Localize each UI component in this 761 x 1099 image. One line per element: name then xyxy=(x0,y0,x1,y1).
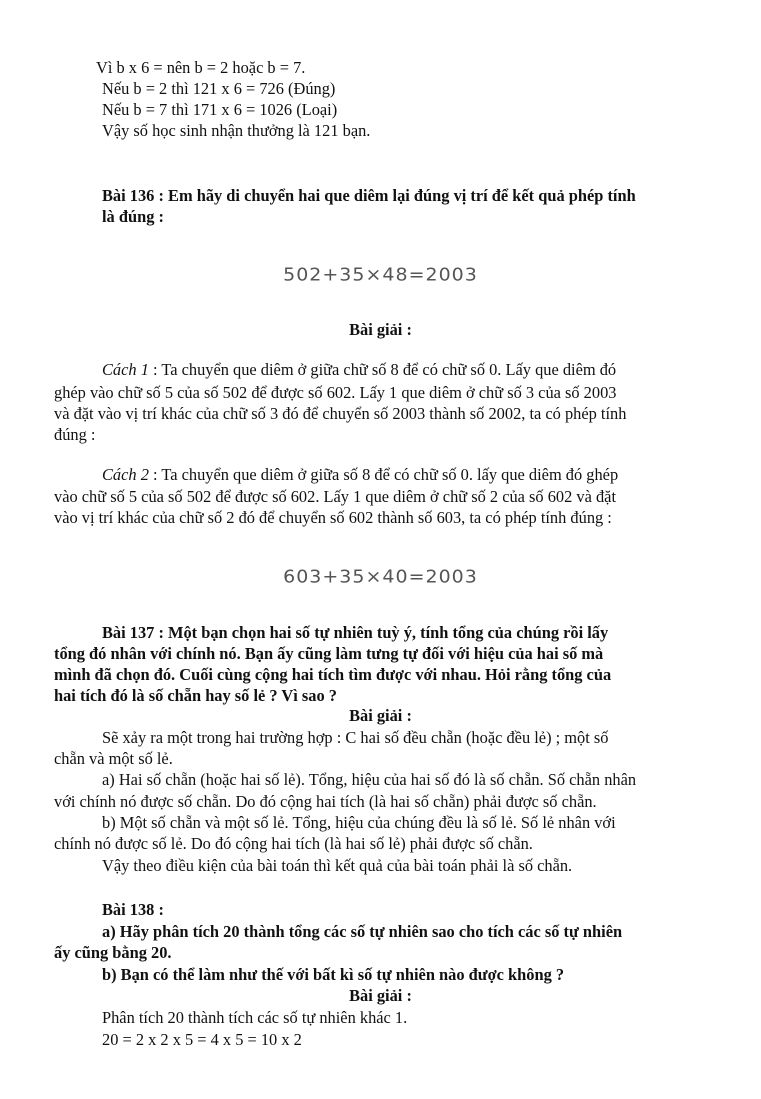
text-line xyxy=(102,465,618,484)
text-line: ghép vào chữ số 5 của số 502 để được số 602. Lấy 1 que diêm ở chữ số 3 của số 2003 xyxy=(54,383,617,402)
exercise-138-part-b: b) Bạn có thể làm như thế với bất kì số tự nhiên nào được không ? xyxy=(102,965,565,984)
exercise-137-title-cont: tổng đó nhân với chính nó. Bạn ấy cũng làm tưng tự đối với hiệu của hai số mà xyxy=(54,644,604,663)
solution-heading: Bài giải : xyxy=(349,320,412,339)
method-label: Cách 2 xyxy=(102,465,149,484)
text-line: đúng : xyxy=(54,425,96,444)
matchstick-equation-original: 502+35×48=2003 xyxy=(283,264,478,286)
text-line: a) Hai số chẵn (hoặc hai số lẻ). Tổng, hiệu của hai số đó là số chẵn. Số chẵn nhân xyxy=(102,770,637,789)
text-line xyxy=(102,360,616,379)
text-line: chính nó được số lẻ. Do đó cộng hai tích (là hai số lẻ) phải được số chẵn. xyxy=(54,834,533,853)
method-text: : Ta chuyển que diêm ở giữa chữ số 8 để có chữ số 0. Lấy que diêm đó xyxy=(148,360,617,379)
exercise-137-title-cont: hai tích đó là số chẵn hay số lẻ ? Vì sao ? xyxy=(54,686,337,705)
text-line: Vậy số học sinh nhận thưởng là 121 bạn. xyxy=(102,121,371,140)
exercise-138-part-a-cont: ấy cũng bằng 20. xyxy=(54,943,172,962)
text-line: vào chữ số 5 của số 502 để được số 602. Lấy 1 que diêm ở chữ số 2 của số 602 và đặt xyxy=(54,487,616,506)
text-line: b) Một số chẵn và một số lẻ. Tổng, hiệu của chúng đều là số lẻ. Số lẻ nhân với xyxy=(102,813,616,832)
exercise-137-title: Bài 137 : Một bạn chọn hai số tự nhiên tuỳ ý, tính tổng của chúng rồi lấy xyxy=(102,623,609,642)
solution-heading: Bài giải : xyxy=(349,986,412,1005)
text-line: chẵn và một số lẻ. xyxy=(54,749,173,768)
text-line: Nếu b = 7 thì 171 x 6 = 1026 (Loại) xyxy=(102,100,338,119)
matchstick-equation-corrected: 603+35×40=2003 xyxy=(283,566,478,588)
text-line: Sẽ xảy ra một trong hai trường hợp : C hai số đều chẵn (hoặc đều lẻ) ; một số xyxy=(102,728,609,747)
text-line: Vậy theo điều kiện của bài toán thì kết quả của bài toán phải là số chẵn. xyxy=(102,856,573,875)
exercise-137-title-cont: mình đã chọn đó. Cuối cùng cộng hai tích tìm được với nhau. Hỏi rằng tổng của xyxy=(54,665,612,684)
text-line: 20 = 2 x 2 x 5 = 4 x 5 = 10 x 2 xyxy=(102,1030,302,1049)
text-line: và đặt vào vị trí khác của chữ số 3 đó để chuyển số 2003 thành số 2002, ta có phép tính xyxy=(54,404,627,423)
text-line: Vì b x 6 = nên b = 2 hoặc b = 7. xyxy=(96,58,306,77)
method-label: Cách 1 xyxy=(102,360,149,379)
text-line: với chính nó được số chẵn. Do đó cộng hai tích (là hai số chẵn) phải được số chẵn. xyxy=(54,792,597,811)
solution-heading: Bài giải : xyxy=(349,706,412,725)
text-line: Nếu b = 2 thì 121 x 6 = 726 (Đúng) xyxy=(102,79,336,98)
text-line: vào vị trí khác của chữ số 2 đó để chuyển số 602 thành số 603, ta có phép tính đúng : xyxy=(54,508,612,527)
exercise-136-title: Bài 136 : Em hãy di chuyển hai que diêm lại đúng vị trí để kết quả phép tính xyxy=(102,186,636,205)
exercise-138-title: Bài 138 : xyxy=(102,900,164,919)
exercise-136-title-cont: là đúng : xyxy=(102,207,164,226)
exercise-138-part-a: a) Hãy phân tích 20 thành tổng các số tự nhiên sao cho tích các số tự nhiên xyxy=(102,922,623,941)
method-text: : Ta chuyển que diêm ở giữa số 8 để có chữ số 0. lấy que diêm đó ghép xyxy=(148,465,619,484)
text-line: Phân tích 20 thành tích các số tự nhiên khác 1. xyxy=(102,1008,408,1027)
